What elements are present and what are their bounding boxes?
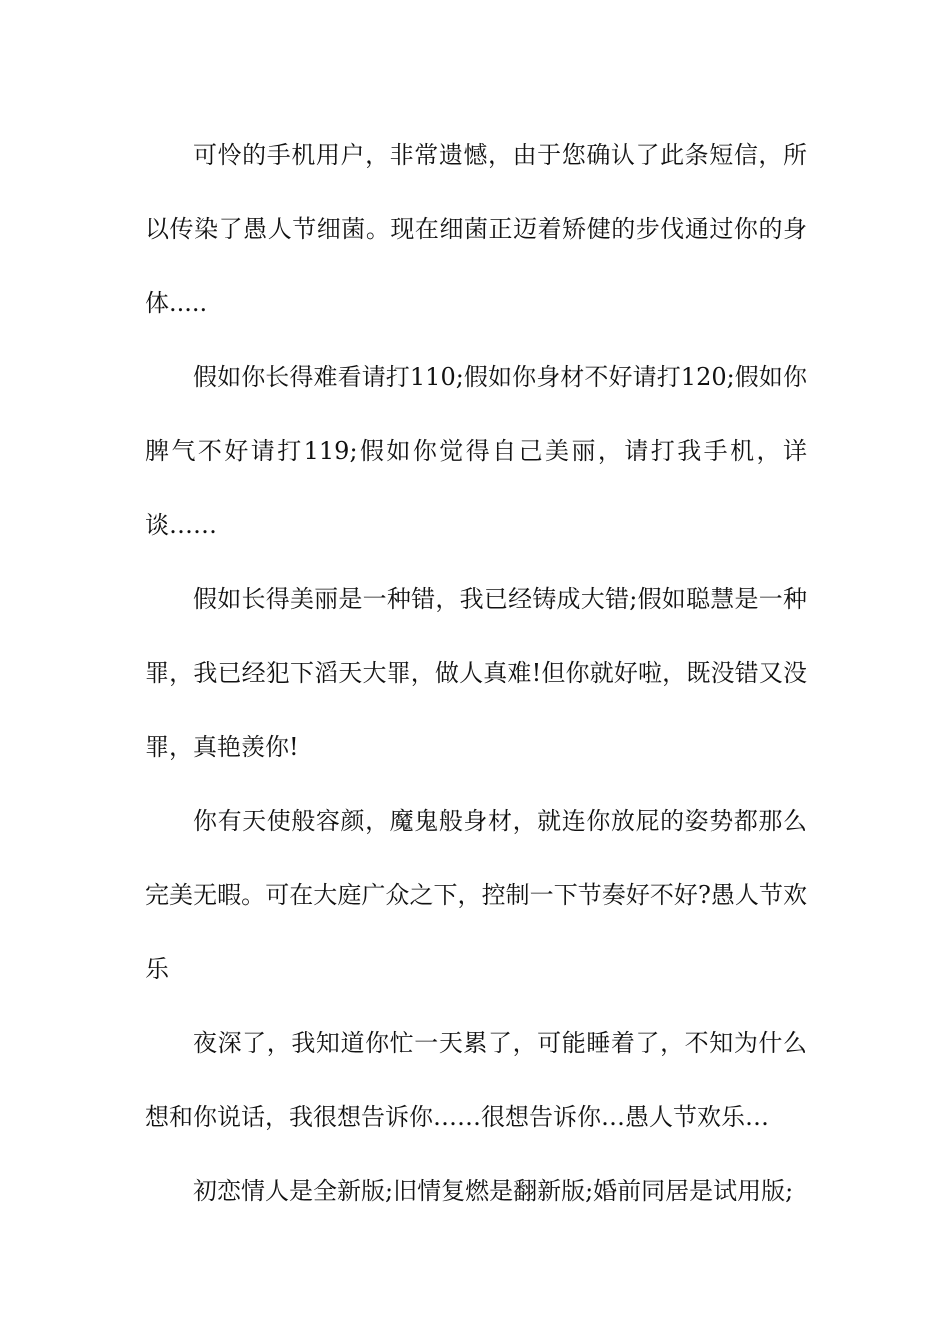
- paragraph-6: 初恋情人是全新版;旧情复燃是翻新版;婚前同居是试用版;: [193, 1177, 794, 1205]
- paragraph-1: 可怜的手机用户，非常遗憾，由于您确认了此条短信，所以传染了愚人节细菌。现在细菌正迈着矫健的步伐通过你的身体.....: [145, 141, 807, 317]
- paragraph-4: 你有天使般容颜，魔鬼般身材，就连你放屁的姿势都那么完美无暇。可在大庭广众之下，控制一下节奏好不好?愚人节欢乐: [145, 807, 807, 983]
- paragraph-2: 假如你长得难看请打110;假如你身材不好请打120;假如你脾气不好请打119;假如你觉得自己美丽，请打我手机，详谈……: [145, 363, 807, 539]
- paragraph-3: 假如长得美丽是一种错，我已经铸成大错;假如聪慧是一种罪，我已经犯下滔天大罪，做人真难!但你就好啦，既没错又没罪，真艳羡你!: [145, 585, 807, 761]
- paragraph-5: 夜深了，我知道你忙一天累了，可能睡着了，不知为什么想和你说话，我很想告诉你……很想告诉你…愚人节欢乐…: [145, 1029, 807, 1131]
- document-body: [145, 118, 807, 1228]
